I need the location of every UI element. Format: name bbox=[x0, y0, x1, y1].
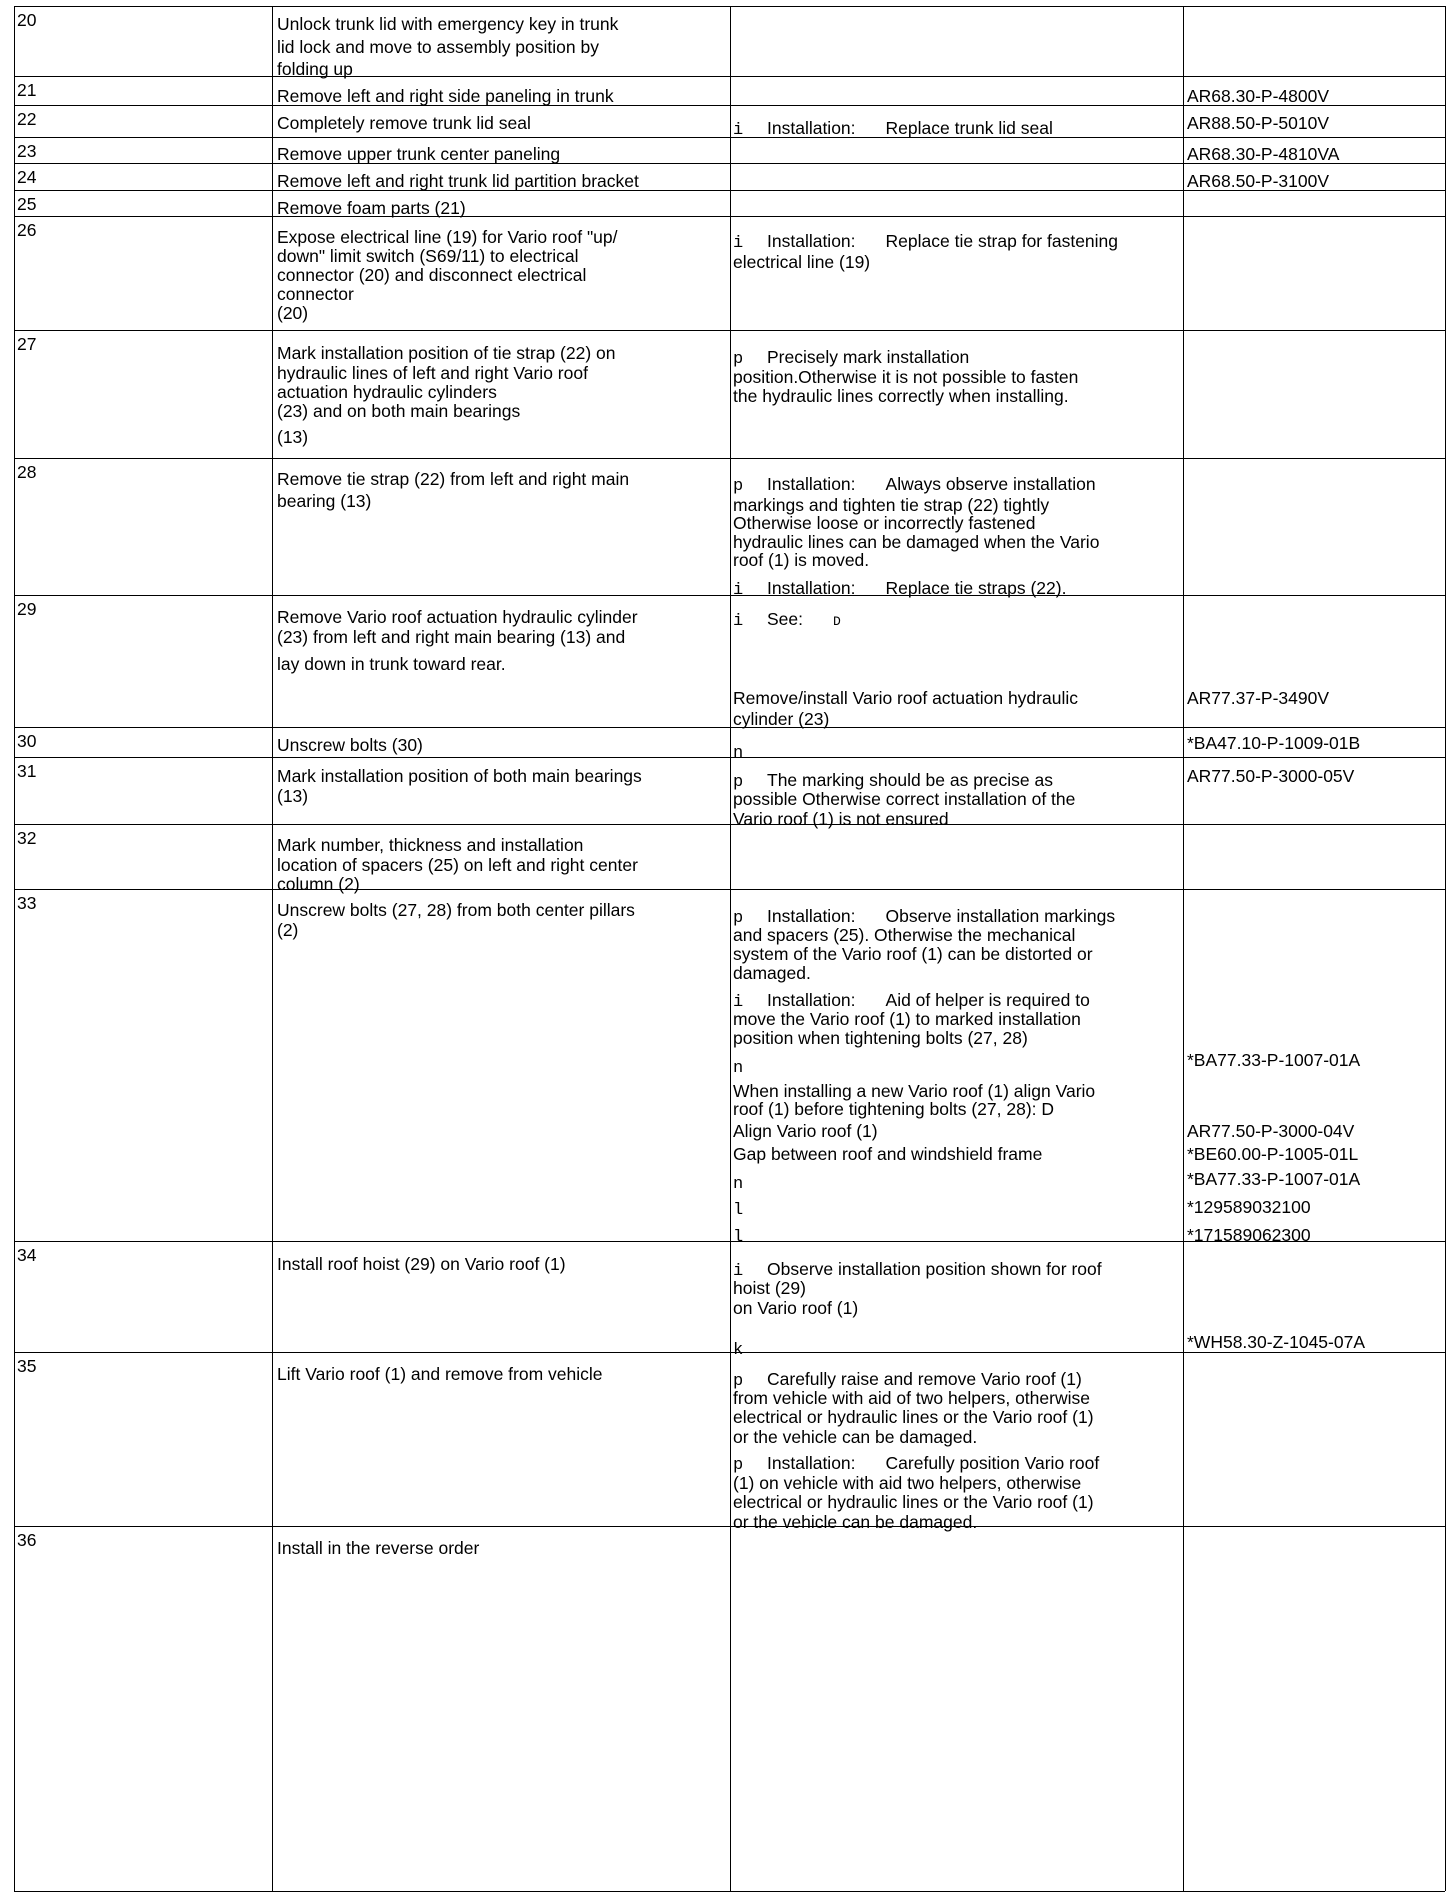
reference-code: AR77.50-P-3000-05V bbox=[1187, 766, 1355, 786]
note-text: on Vario roof (1) bbox=[733, 1298, 859, 1318]
note-line bbox=[733, 1143, 1042, 1165]
action-text: down" limit switch (S69/11) to electrical bbox=[277, 246, 579, 266]
note-symbol-icon: n bbox=[733, 1175, 744, 1194]
note-text: Aid of helper is required to bbox=[885, 990, 1090, 1010]
action-text: (13) bbox=[277, 427, 309, 447]
action-text: Remove left and right trunk lid partition bracket bbox=[277, 171, 639, 191]
note-line bbox=[733, 1171, 767, 1196]
action-text: Remove upper trunk center paneling bbox=[277, 144, 561, 164]
note-text: (1) on vehicle with aid two helpers, otherwise bbox=[733, 1473, 1082, 1493]
note-symbol-icon: l bbox=[733, 1201, 744, 1220]
note-text: roof (1) before tightening bolts (27, 28): D bbox=[733, 1099, 1055, 1119]
note-text: position when tightening bolts (27, 28) bbox=[733, 1028, 1028, 1048]
note-text: The marking should be as precise as bbox=[767, 770, 1053, 790]
action-text: (20) bbox=[277, 303, 309, 323]
note-text: Carefully raise and remove Vario roof (1) bbox=[767, 1369, 1082, 1389]
step-number: 34 bbox=[17, 1245, 37, 1265]
note-text: markings and tighten tie strap (22) tightly bbox=[733, 495, 1050, 515]
note-symbol-icon: i bbox=[733, 121, 744, 140]
action-text: Lift Vario roof (1) and remove from vehicle bbox=[277, 1364, 603, 1384]
action-text: Expose electrical line (19) for Vario roof "up/ bbox=[277, 227, 618, 247]
note-symbol-icon: i bbox=[733, 993, 744, 1012]
note-text: D bbox=[833, 614, 841, 629]
action-text: connector bbox=[277, 284, 354, 304]
note-symbol-icon: i bbox=[733, 1262, 744, 1281]
note-lead: See: bbox=[767, 609, 803, 629]
note-text: Otherwise loose or incorrectly fastened bbox=[733, 513, 1036, 533]
note-text: damaged. bbox=[733, 963, 811, 983]
note-text: Remove/install Vario roof actuation hydraulic bbox=[733, 688, 1078, 708]
note-text: hydraulic lines can be damaged when the Vario bbox=[733, 532, 1100, 552]
action-text: Mark number, thickness and installation bbox=[277, 835, 584, 855]
step-number: 31 bbox=[17, 761, 37, 781]
action-text: (2) bbox=[277, 920, 299, 940]
row-divider bbox=[14, 1891, 1445, 1892]
note-symbol-icon: k bbox=[733, 1341, 744, 1360]
action-text: Mark installation position of tie strap (22) on bbox=[277, 343, 616, 363]
note-symbol-icon: p bbox=[733, 477, 744, 496]
note-line bbox=[733, 1337, 767, 1362]
action-text: Mark installation position of both main bearings bbox=[277, 766, 642, 786]
note-symbol-icon: p bbox=[733, 1372, 744, 1391]
note-line bbox=[733, 1055, 767, 1080]
reference-code: *WH58.30-Z-1045-07A bbox=[1187, 1332, 1365, 1352]
note-symbol-icon: l bbox=[733, 1228, 744, 1247]
note-lead: Installation: bbox=[767, 118, 856, 138]
note-symbol-icon: p bbox=[733, 773, 744, 792]
note-text: Replace trunk lid seal bbox=[885, 118, 1053, 138]
action-text: column (2) bbox=[277, 874, 360, 894]
reference-code: AR77.37-P-3490V bbox=[1187, 688, 1330, 708]
note-text: Gap between roof and windshield frame bbox=[733, 1144, 1043, 1164]
action-text: Unscrew bolts (30) bbox=[277, 735, 423, 755]
note-text: Carefully position Vario roof bbox=[885, 1453, 1100, 1473]
note-symbol-icon: p bbox=[733, 909, 744, 928]
action-text: Install roof hoist (29) on Vario roof (1) bbox=[277, 1254, 566, 1274]
note-symbol-icon: p bbox=[733, 350, 744, 369]
note-lead: Installation: bbox=[767, 231, 856, 251]
note-text: possible Otherwise correct installation of the bbox=[733, 789, 1076, 809]
note-text: Always observe installation bbox=[885, 474, 1096, 494]
note-lead: Installation: bbox=[767, 474, 856, 494]
step-number: 22 bbox=[17, 109, 37, 129]
note-text: Observe installation markings bbox=[885, 906, 1116, 926]
step-number: 32 bbox=[17, 828, 37, 848]
note-text: Replace tie straps (22). bbox=[885, 578, 1067, 598]
note-text: cylinder (23) bbox=[733, 709, 830, 729]
reference-code: AR68.50-P-3100V bbox=[1187, 171, 1330, 191]
note-text: electrical or hydraulic lines or the Vario roof (1) bbox=[733, 1407, 1094, 1427]
action-text: actuation hydraulic cylinders bbox=[277, 382, 497, 402]
note-text: Vario roof (1) is not ensured bbox=[733, 809, 949, 829]
step-number: 30 bbox=[17, 731, 37, 751]
action-text: Unlock trunk lid with emergency key in trunk bbox=[277, 14, 619, 34]
action-text: Unscrew bolts (27, 28) from both center pillars bbox=[277, 900, 635, 920]
step-number: 35 bbox=[17, 1356, 37, 1376]
action-text: (23) from left and right main bearing (13) and bbox=[277, 627, 626, 647]
action-text: Remove foam parts (21) bbox=[277, 198, 466, 218]
note-text: hoist (29) bbox=[733, 1278, 806, 1298]
action-text: location of spacers (25) on left and right center bbox=[277, 855, 638, 875]
action-text: bearing (13) bbox=[277, 491, 372, 511]
reference-code: *BA77.33-P-1007-01A bbox=[1187, 1169, 1361, 1189]
step-number: 26 bbox=[17, 220, 37, 240]
step-number: 36 bbox=[17, 1530, 37, 1550]
action-text: folding up bbox=[277, 59, 353, 79]
column-divider bbox=[730, 6, 731, 1891]
note-symbol-icon: p bbox=[733, 1456, 744, 1475]
note-text: When installing a new Vario roof (1) align Vario bbox=[733, 1081, 1096, 1101]
note-lead: Installation: bbox=[767, 578, 856, 598]
note-text: or the vehicle can be damaged. bbox=[733, 1427, 978, 1447]
note-text: from vehicle with aid of two helpers, otherwise bbox=[733, 1388, 1090, 1408]
reference-code: *171589062300 bbox=[1187, 1225, 1311, 1245]
step-number: 27 bbox=[17, 334, 37, 354]
action-text: Remove Vario roof actuation hydraulic cylinder bbox=[277, 607, 638, 627]
note-lead: Installation: bbox=[767, 906, 856, 926]
note-lead: Installation: bbox=[767, 1453, 856, 1473]
reference-code: *BA77.33-P-1007-01A bbox=[1187, 1050, 1361, 1070]
reference-code: AR88.50-P-5010V bbox=[1187, 113, 1330, 133]
action-text: (13) bbox=[277, 786, 309, 806]
action-text: (23) and on both main bearings bbox=[277, 401, 521, 421]
note-text: Replace tie strap for fastening bbox=[885, 231, 1119, 251]
step-number: 33 bbox=[17, 893, 37, 913]
reference-code: *BE60.00-P-1005-01L bbox=[1187, 1144, 1359, 1164]
note-text: and spacers (25). Otherwise the mechanical bbox=[733, 925, 1076, 945]
note-text: Precisely mark installation bbox=[767, 347, 970, 367]
reference-code: *129589032100 bbox=[1187, 1197, 1311, 1217]
action-text: Remove left and right side paneling in trunk bbox=[277, 86, 614, 106]
step-number: 23 bbox=[17, 141, 37, 161]
action-text: Completely remove trunk lid seal bbox=[277, 113, 531, 133]
step-number: 28 bbox=[17, 462, 37, 482]
note-text: the hydraulic lines correctly when installing. bbox=[733, 386, 1069, 406]
step-number: 21 bbox=[17, 80, 37, 100]
action-text: lay down in trunk toward rear. bbox=[277, 654, 506, 674]
note-text: electrical or hydraulic lines or the Vario roof (1) bbox=[733, 1492, 1094, 1512]
action-text: hydraulic lines of left and right Vario roof bbox=[277, 363, 588, 383]
note-line bbox=[733, 117, 1053, 142]
column-divider bbox=[272, 6, 273, 1891]
note-symbol-icon: i bbox=[733, 581, 744, 600]
note-symbol-icon: n bbox=[733, 744, 744, 763]
action-text: connector (20) and disconnect electrical bbox=[277, 265, 587, 285]
note-line bbox=[733, 687, 1078, 709]
note-symbol-icon: n bbox=[733, 1059, 744, 1078]
reference-code: *BA47.10-P-1009-01B bbox=[1187, 733, 1361, 753]
reference-code: AR68.30-P-4810VA bbox=[1187, 144, 1340, 164]
step-number: 29 bbox=[17, 599, 37, 619]
action-text: lid lock and move to assembly position by bbox=[277, 37, 599, 57]
note-line bbox=[733, 577, 1066, 602]
step-number: 25 bbox=[17, 194, 37, 214]
note-text: position.Otherwise it is not possible to fasten bbox=[733, 367, 1079, 387]
reference-code: AR68.30-P-4800V bbox=[1187, 86, 1330, 106]
note-text: system of the Vario roof (1) can be distorted or bbox=[733, 944, 1093, 964]
note-line bbox=[733, 740, 767, 765]
column-divider bbox=[1183, 6, 1184, 1891]
column-divider bbox=[1445, 6, 1446, 1891]
note-text: Align Vario roof (1) bbox=[733, 1121, 878, 1141]
note-symbol-icon: i bbox=[733, 612, 744, 631]
note-line bbox=[733, 1197, 767, 1222]
step-number: 20 bbox=[17, 10, 37, 30]
note-text: roof (1) is moved. bbox=[733, 550, 870, 570]
note-text: move the Vario roof (1) to marked installation bbox=[733, 1009, 1081, 1029]
note-lead: Installation: bbox=[767, 990, 856, 1010]
note-text: or the vehicle can be damaged. bbox=[733, 1512, 978, 1532]
column-divider bbox=[14, 6, 15, 1891]
note-symbol-icon: i bbox=[733, 234, 744, 253]
note-text: Observe installation position shown for roof bbox=[767, 1259, 1102, 1279]
note-line bbox=[733, 1224, 767, 1249]
note-text: electrical line (19) bbox=[733, 252, 871, 272]
action-text: Remove tie strap (22) from left and right main bbox=[277, 469, 630, 489]
action-text: Install in the reverse order bbox=[277, 1538, 480, 1558]
step-number: 24 bbox=[17, 167, 37, 187]
reference-code: AR77.50-P-3000-04V bbox=[1187, 1121, 1355, 1141]
note-line bbox=[733, 608, 841, 633]
note-line bbox=[733, 1120, 878, 1142]
